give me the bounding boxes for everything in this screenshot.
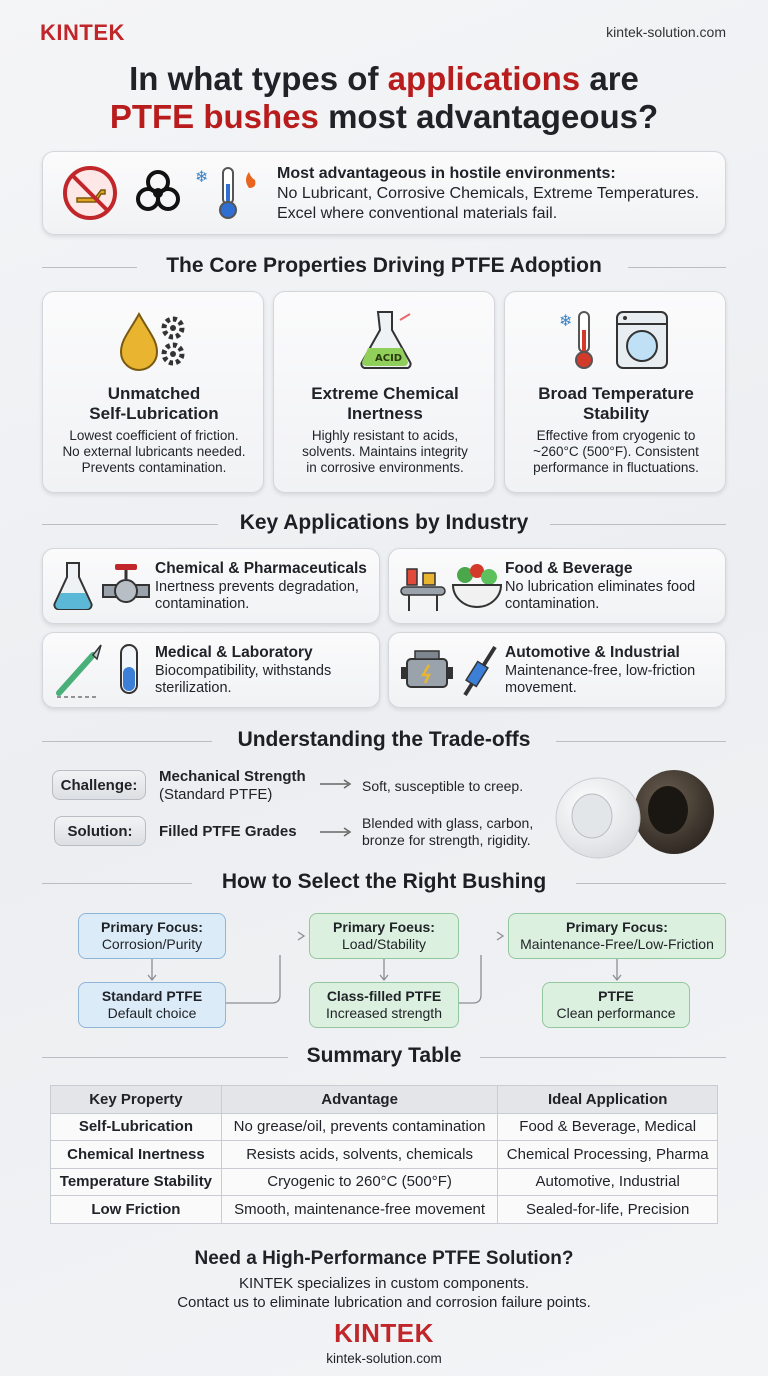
property-card-lubrication bbox=[42, 291, 264, 493]
result-value: Increased strength bbox=[326, 1005, 442, 1021]
table-cell: Food & Beverage, Medical bbox=[498, 1113, 718, 1141]
flask-valve-icon bbox=[53, 559, 153, 615]
svg-text:❄: ❄ bbox=[195, 167, 209, 186]
focus-label: Primary Focus: bbox=[566, 919, 668, 935]
focus-value: Corrosion/Purity bbox=[101, 936, 203, 952]
core-section-title: The Core Properties Driving PTFE Adoption bbox=[166, 254, 602, 277]
focus-box-load bbox=[309, 913, 459, 959]
card-title-line1: Broad Temperature bbox=[538, 384, 694, 403]
card-title-line2: Stability bbox=[582, 404, 650, 423]
table-cell: Low Friction bbox=[51, 1196, 222, 1224]
card-desc: performance in fluctuations. bbox=[533, 460, 699, 475]
property-card-temperature bbox=[504, 291, 726, 493]
app-desc: sterilization. bbox=[155, 680, 232, 696]
app-card-food bbox=[388, 548, 726, 624]
thermometer-washer-icon bbox=[557, 308, 677, 372]
app-desc: contamination. bbox=[155, 596, 250, 612]
solution-topic: Filled PTFE Grades bbox=[159, 823, 297, 840]
table-cell: Resists acids, solvents, chemicals bbox=[221, 1141, 498, 1169]
temperature-icon bbox=[193, 162, 263, 224]
arrow-right-icon bbox=[320, 826, 352, 838]
app-card-medical bbox=[42, 632, 380, 708]
intro-card bbox=[42, 151, 726, 235]
apps-section-title: Key Applications by Industry bbox=[239, 511, 529, 534]
app-desc: No lubrication eliminates food bbox=[505, 579, 696, 595]
app-title: Automotive & Industrial bbox=[505, 644, 680, 661]
app-desc: Inertness prevents degradation, bbox=[155, 579, 359, 595]
solution-result: Blended with glass, carbon, bbox=[362, 815, 534, 831]
table-row bbox=[51, 1141, 718, 1169]
table-row bbox=[51, 1196, 718, 1224]
table-cell: Smooth, maintenance-free movement bbox=[221, 1196, 498, 1224]
card-desc: Highly resistant to acids, bbox=[311, 428, 459, 443]
table-header: Advantage bbox=[221, 1086, 498, 1114]
intro-line2: No Lubricant, Corrosive Chemicals, Extreme Temperatures. bbox=[277, 185, 700, 202]
table-header-row bbox=[51, 1086, 718, 1114]
tradeoffs-section-title: Understanding the Trade-offs bbox=[237, 728, 531, 751]
focus-value: Load/Stability bbox=[341, 936, 427, 952]
result-label: Standard PTFE bbox=[101, 988, 203, 1004]
intro-line3: Excel where conventional materials fail. bbox=[277, 205, 558, 222]
app-title: Medical & Laboratory bbox=[155, 644, 313, 661]
table-cell: Automotive, Industrial bbox=[498, 1168, 718, 1196]
app-desc: Biocompatibility, withstands bbox=[155, 663, 332, 679]
card-title-line1: Extreme Chemical bbox=[311, 384, 459, 403]
table-header: Key Property bbox=[51, 1086, 222, 1114]
card-desc: ~260°C (500°F). Consistent bbox=[533, 444, 699, 459]
arrow-right-icon bbox=[495, 930, 507, 942]
app-card-chemical bbox=[42, 548, 380, 624]
svg-text:❄: ❄ bbox=[559, 311, 573, 330]
focus-label: Primary Focus: bbox=[101, 919, 203, 935]
table-cell: Cryogenic to 260°C (500°F) bbox=[221, 1168, 498, 1196]
app-desc: contamination. bbox=[505, 596, 600, 612]
arrow-right-icon bbox=[296, 930, 308, 942]
card-title-line2: Inertness bbox=[347, 404, 423, 423]
card-title-line1: Unmatched bbox=[107, 384, 201, 403]
table-cell: Sealed-for-life, Precision bbox=[498, 1196, 718, 1224]
table-cell: Self-Lubrication bbox=[51, 1113, 222, 1141]
challenge-result: Soft, susceptible to creep. bbox=[362, 778, 524, 794]
card-desc: solvents. Maintains integrity bbox=[302, 444, 468, 459]
page-title: In what types of applications are PTFE bushes most advantageous? bbox=[109, 60, 659, 135]
result-value: Clean performance bbox=[556, 1005, 676, 1021]
focus-label: Primary Foeus: bbox=[333, 919, 435, 935]
table-cell: Chemical Processing, Pharma bbox=[498, 1141, 718, 1169]
cta-line2: Contact us to eliminate lubrication and corrosion failure points. bbox=[177, 1294, 591, 1311]
oil-drop-gears-icon bbox=[117, 310, 193, 372]
summary-table bbox=[50, 1085, 718, 1224]
card-desc: in corrosive environments. bbox=[306, 460, 464, 475]
app-card-automotive bbox=[388, 632, 726, 708]
app-title: Food & Beverage bbox=[505, 560, 633, 577]
table-cell: Chemical Inertness bbox=[51, 1141, 222, 1169]
app-desc: movement. bbox=[505, 680, 577, 696]
result-value: Default choice bbox=[107, 1005, 197, 1021]
card-title-line2: Self-Lubrication bbox=[89, 404, 219, 423]
table-cell: Temperature Stability bbox=[51, 1168, 222, 1196]
challenge-subtopic: (Standard PTFE) bbox=[159, 786, 273, 803]
cta-heading: Need a High-Performance PTFE Solution? bbox=[194, 1248, 574, 1269]
conveyor-food-icon bbox=[399, 559, 505, 615]
table-row bbox=[51, 1168, 718, 1196]
app-desc: Maintenance-free, low-friction bbox=[505, 663, 696, 679]
result-label: PTFE bbox=[598, 988, 634, 1004]
brand-logo: KINTEK bbox=[40, 20, 125, 45]
focus-box-corrosion bbox=[78, 913, 226, 959]
challenge-label: Challenge: bbox=[52, 770, 146, 800]
ptfe-bushings-image bbox=[552, 760, 722, 860]
cta-line1: KINTEK specializes in custom components. bbox=[238, 1275, 530, 1292]
card-desc: Prevents contamination. bbox=[81, 460, 227, 475]
footer-brand-logo: KINTEK bbox=[334, 1318, 434, 1348]
footer-url[interactable]: kintek-solution.com bbox=[326, 1351, 442, 1366]
header-url[interactable]: kintek-solution.com bbox=[606, 24, 726, 40]
table-header: Ideal Application bbox=[498, 1086, 718, 1114]
acid-flask-icon bbox=[354, 308, 418, 372]
engine-shock-absorber-icon bbox=[399, 641, 505, 701]
challenge-topic: Mechanical Strength bbox=[159, 768, 306, 785]
no-lubricant-icon bbox=[61, 164, 119, 222]
card-desc: No external lubricants needed. bbox=[62, 444, 246, 459]
scalpel-test-tube-icon bbox=[53, 641, 153, 701]
focus-value: Maintenance-Free/Low-Friction bbox=[520, 936, 714, 952]
biohazard-icon bbox=[129, 164, 187, 222]
summary-section-title: Summary Table bbox=[306, 1044, 462, 1067]
arrow-right-icon bbox=[320, 778, 352, 790]
property-card-inertness bbox=[273, 291, 495, 493]
app-title: Chemical & Pharmaceuticals bbox=[155, 560, 367, 577]
acid-label: ACID bbox=[375, 353, 403, 364]
solution-result: bronze for strength, rigidity. bbox=[362, 832, 531, 848]
select-section-title: How to Select the Right Bushing bbox=[221, 870, 547, 893]
solution-label: Solution: bbox=[54, 816, 146, 846]
card-desc: Effective from cryogenic to bbox=[536, 428, 696, 443]
table-row bbox=[51, 1113, 718, 1141]
card-desc: Lowest coefficient of friction. bbox=[69, 428, 239, 443]
flow-connectors bbox=[0, 955, 768, 1015]
focus-box-maintenance bbox=[508, 913, 726, 959]
result-label: Class-filled PTFE bbox=[326, 988, 442, 1004]
intro-heading: Most advantageous in hostile environments: bbox=[277, 165, 616, 182]
table-cell: No grease/oil, prevents contamination bbox=[221, 1113, 498, 1141]
